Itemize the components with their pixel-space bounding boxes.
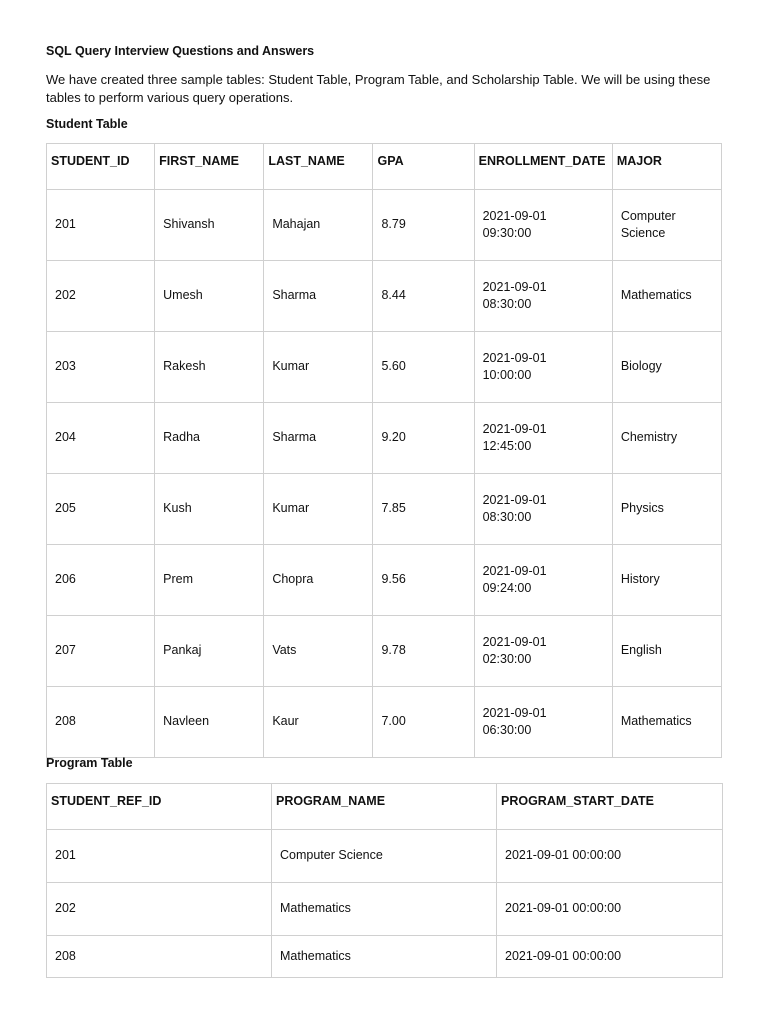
cell-line: Chemistry	[620, 430, 678, 445]
cell-content: Mathematics	[280, 948, 351, 963]
table-row	[47, 261, 722, 332]
cell-content: Pankaj	[163, 643, 202, 658]
table-cell	[612, 616, 721, 687]
cell-line: Science	[620, 226, 666, 240]
cell-content: 8.44	[381, 288, 406, 303]
cell-line: 10:00:00	[482, 368, 532, 382]
intro-paragraph: We have created three sample tables: Student Table, Program Table, and Scholarship Table. We will be using these tables to perform various query operations.	[46, 72, 711, 105]
table-row	[47, 474, 722, 545]
table-cell	[373, 545, 474, 616]
table-cell	[612, 261, 721, 332]
cell-content	[475, 350, 612, 385]
cell-content: 201	[55, 217, 76, 232]
cell-content	[613, 571, 721, 589]
table-cell	[155, 545, 264, 616]
table-cell	[272, 883, 497, 936]
cell-line: 2021-09-01	[482, 350, 547, 365]
column-header-text: STUDENT_REF_ID	[51, 794, 162, 808]
table-cell	[474, 403, 612, 474]
cell-content: Sharma	[272, 430, 317, 445]
cell-line: Mathematics	[620, 714, 692, 729]
table-row	[47, 687, 722, 758]
table-cell	[612, 545, 721, 616]
cell-content	[613, 713, 721, 731]
table-cell	[47, 545, 155, 616]
cell-line: Computer	[620, 208, 676, 223]
table-cell	[373, 190, 474, 261]
table-cell	[47, 936, 272, 978]
table-cell	[264, 261, 373, 332]
table-cell	[612, 687, 721, 758]
cell-content: 7.00	[381, 714, 406, 729]
table-cell	[474, 474, 612, 545]
cell-line: English	[620, 643, 662, 658]
table-cell	[264, 687, 373, 758]
table-cell	[155, 332, 264, 403]
column-header	[272, 784, 497, 830]
table-cell	[497, 830, 723, 883]
cell-content: Navleen	[163, 714, 210, 729]
table-cell	[264, 190, 373, 261]
column-header	[474, 144, 612, 190]
cell-content	[613, 642, 721, 660]
cell-line: Mathematics	[620, 288, 692, 303]
table-cell	[373, 474, 474, 545]
table-cell	[264, 403, 373, 474]
cell-line: Biology	[620, 359, 662, 374]
cell-content: 2021-09-01 00:00:00	[505, 848, 622, 863]
cell-content: Shivansh	[163, 217, 215, 232]
column-header	[373, 144, 474, 190]
table-row	[47, 830, 723, 883]
table-cell	[373, 332, 474, 403]
column-header-text: STUDENT_ID	[51, 154, 130, 168]
cell-content	[613, 208, 721, 243]
cell-content: 203	[55, 359, 76, 374]
cell-line: 09:30:00	[482, 226, 532, 240]
cell-content: 2021-09-01 00:00:00	[505, 948, 622, 963]
table-cell	[474, 545, 612, 616]
table-cell	[612, 332, 721, 403]
cell-line: 12:45:00	[482, 439, 532, 453]
table-cell	[47, 687, 155, 758]
cell-line: 08:30:00	[482, 510, 532, 524]
cell-content: 208	[55, 714, 76, 729]
table-cell	[474, 190, 612, 261]
column-header-text: PROGRAM_START_DATE	[501, 794, 655, 808]
cell-content	[475, 279, 612, 314]
column-header-text: PROGRAM_NAME	[276, 794, 386, 808]
cell-content	[613, 429, 721, 447]
cell-content: 9.78	[381, 643, 406, 658]
cell-content: 8.79	[381, 217, 406, 232]
column-header-text: GPA	[377, 154, 404, 168]
page-title: SQL Query Interview Questions and Answers	[46, 44, 315, 58]
table-cell	[474, 687, 612, 758]
cell-content: Umesh	[163, 288, 203, 303]
table-cell	[155, 474, 264, 545]
cell-content: Kumar	[272, 501, 310, 516]
cell-line: 09:24:00	[482, 581, 532, 595]
table-cell	[264, 545, 373, 616]
cell-line: 2021-09-01	[482, 208, 547, 223]
student-table-title: Student Table	[46, 117, 128, 131]
cell-content: Vats	[272, 643, 297, 658]
column-header-text: MAJOR	[616, 154, 662, 168]
table-header-row	[47, 144, 722, 190]
cell-content	[475, 634, 612, 669]
table-cell	[264, 616, 373, 687]
cell-content	[475, 705, 612, 740]
table-cell	[155, 190, 264, 261]
cell-line: 2021-09-01	[482, 279, 547, 294]
table-cell	[264, 474, 373, 545]
cell-line: Physics	[620, 501, 664, 516]
column-header-text: LAST_NAME	[268, 154, 345, 168]
cell-line: 2021-09-01	[482, 705, 547, 720]
column-header	[497, 784, 723, 830]
table-cell	[474, 332, 612, 403]
cell-content: 2021-09-01 00:00:00	[505, 901, 622, 916]
cell-content: 205	[55, 501, 76, 516]
table-cell	[264, 332, 373, 403]
table-cell	[155, 687, 264, 758]
table-cell	[47, 261, 155, 332]
table-cell	[47, 830, 272, 883]
table-cell	[155, 616, 264, 687]
column-header-text: ENROLLMENT_DATE	[478, 154, 606, 168]
table-cell	[612, 474, 721, 545]
cell-content: 201	[55, 848, 76, 863]
cell-content	[475, 563, 612, 598]
table-row	[47, 883, 723, 936]
column-header	[47, 784, 272, 830]
table-row	[47, 190, 722, 261]
table-header-row	[47, 784, 723, 830]
cell-content: Computer Science	[280, 848, 383, 863]
table-cell	[155, 261, 264, 332]
cell-line: 08:30:00	[482, 297, 532, 311]
table-cell	[155, 403, 264, 474]
column-header	[264, 144, 373, 190]
table-cell	[47, 190, 155, 261]
cell-content: 207	[55, 643, 76, 658]
program-table	[46, 783, 723, 978]
table-cell	[497, 883, 723, 936]
cell-line: 02:30:00	[482, 652, 532, 666]
table-cell	[47, 332, 155, 403]
cell-content: Kaur	[272, 714, 299, 729]
cell-content	[475, 208, 612, 243]
column-header-text: FIRST_NAME	[159, 154, 240, 168]
table-cell	[373, 616, 474, 687]
table-cell	[47, 883, 272, 936]
cell-content: 206	[55, 572, 76, 587]
cell-content: 208	[55, 948, 76, 963]
table-cell	[612, 190, 721, 261]
table-cell	[373, 687, 474, 758]
cell-content: 204	[55, 430, 76, 445]
table-cell	[272, 936, 497, 978]
cell-content: Radha	[163, 430, 200, 445]
cell-content: Mahajan	[272, 217, 321, 232]
table-row	[47, 616, 722, 687]
cell-line: History	[620, 572, 660, 587]
cell-line: 2021-09-01	[482, 421, 547, 436]
column-header	[47, 144, 155, 190]
table-cell	[474, 261, 612, 332]
cell-content: 9.20	[381, 430, 406, 445]
cell-content	[613, 287, 721, 305]
cell-line: 2021-09-01	[482, 634, 547, 649]
cell-line: 06:30:00	[482, 723, 532, 737]
cell-content: 202	[55, 901, 76, 916]
table-cell	[272, 830, 497, 883]
table-cell	[47, 403, 155, 474]
student-table	[46, 143, 722, 758]
table-cell	[612, 403, 721, 474]
cell-content: Sharma	[272, 288, 317, 303]
table-cell	[474, 616, 612, 687]
cell-content: Kumar	[272, 359, 310, 374]
cell-line: 2021-09-01	[482, 492, 547, 507]
cell-content: 202	[55, 288, 76, 303]
table-cell	[497, 936, 723, 978]
cell-content: 7.85	[381, 501, 406, 516]
program-table-title: Program Table	[46, 756, 133, 770]
cell-content	[613, 500, 721, 518]
cell-content: Chopra	[272, 572, 314, 587]
cell-content: 5.60	[381, 359, 406, 374]
cell-content: 9.56	[381, 572, 406, 587]
table-cell	[373, 403, 474, 474]
cell-content: Rakesh	[163, 359, 206, 374]
cell-line: 2021-09-01	[482, 563, 547, 578]
cell-content	[475, 492, 612, 527]
cell-content	[613, 358, 721, 376]
table-cell	[47, 474, 155, 545]
cell-content: Prem	[163, 572, 194, 587]
cell-content	[475, 421, 612, 456]
column-header	[155, 144, 264, 190]
table-cell	[47, 616, 155, 687]
cell-content: Kush	[163, 501, 192, 516]
column-header	[612, 144, 721, 190]
table-row	[47, 332, 722, 403]
table-row	[47, 403, 722, 474]
cell-content: Mathematics	[280, 901, 351, 916]
table-cell	[373, 261, 474, 332]
table-row	[47, 936, 723, 978]
table-row	[47, 545, 722, 616]
